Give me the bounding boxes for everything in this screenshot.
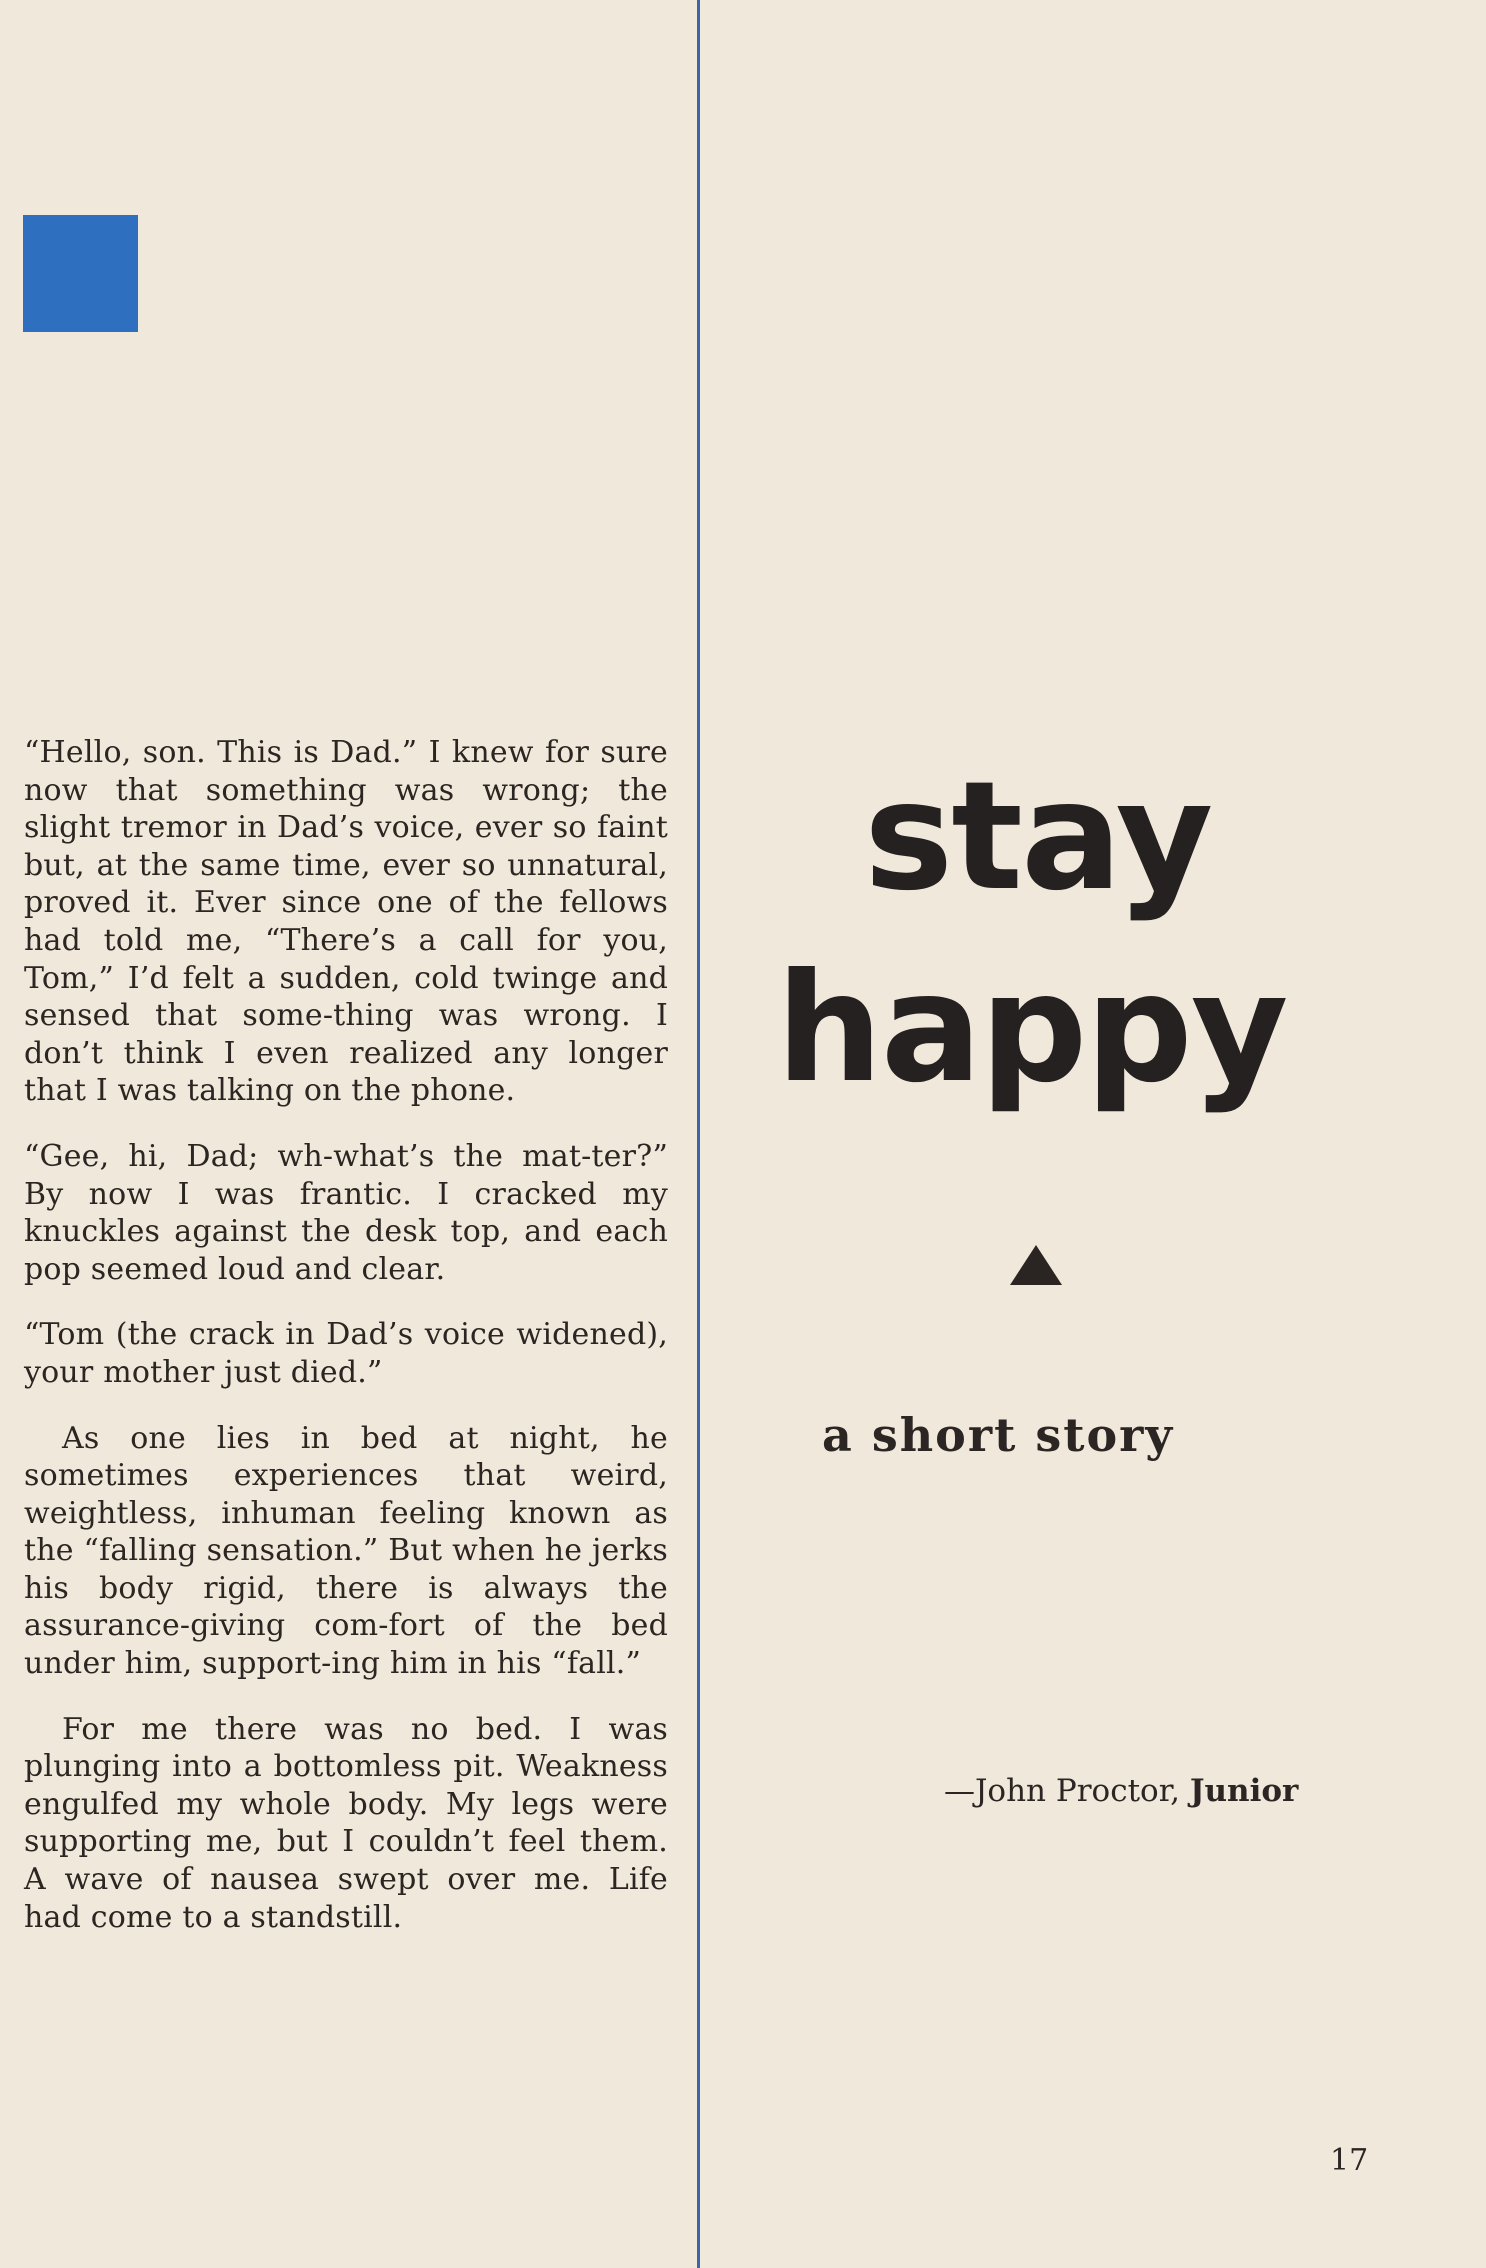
page-number: 17 <box>1330 2143 1369 2178</box>
author-byline-name: —John Proctor, <box>944 1773 1190 1809</box>
story-text-column <box>24 734 668 1964</box>
story-paragraph-2: “Gee, hi, Dad; wh-what’s the mat-ter?” By now I was frantic. I cracked my knuckles against the desk top, and each pop seemed loud and clear. <box>24 1138 668 1287</box>
story-paragraph-1: “Hello, son. This is Dad.” I knew for sure now that something was wrong; the slight tremor in Dad’s voice, ever so faint but, at the same time, ever so unnatural, proved it. Ever since one of the fellows had told me, “There’s a call for you, Tom,” I’d felt a sudden, cold twinge and sensed that some-thing was wrong. I don’t think I even realized any longer that I was talking on the phone. <box>24 735 668 1109</box>
blue-square-ornament <box>23 215 138 332</box>
column-divider <box>697 0 700 2268</box>
title-line-stay: stay <box>864 750 1212 924</box>
triangle-ornament-icon <box>1010 1245 1062 1285</box>
story-paragraph-4: As one lies in bed at night, he sometimes experiences that weird, weightless, inhuman feeling known as the “falling sensation.” But when he jerks his body rigid, there is always the assurance-giving com-fort of the bed under him, support-ing him in his “fall.” <box>24 1420 668 1682</box>
author-byline-suffix: Junior <box>1189 1773 1299 1809</box>
title-line-happy: happy <box>776 942 1287 1116</box>
author-byline <box>944 1773 1299 1809</box>
story-paragraph-5: For me there was no bed. I was plunging into a bottomless pit. Weakness engulfed my whole body. My legs were supporting me, but I couldn’t feel them. A wave of nausea swept over me. Life had come to a standstill. <box>24 1711 668 1935</box>
story-paragraph-3: “Tom (the crack in Dad’s voice widened), your mother just died.” <box>24 1317 668 1390</box>
story-subtitle: a short story <box>822 1408 1175 1462</box>
